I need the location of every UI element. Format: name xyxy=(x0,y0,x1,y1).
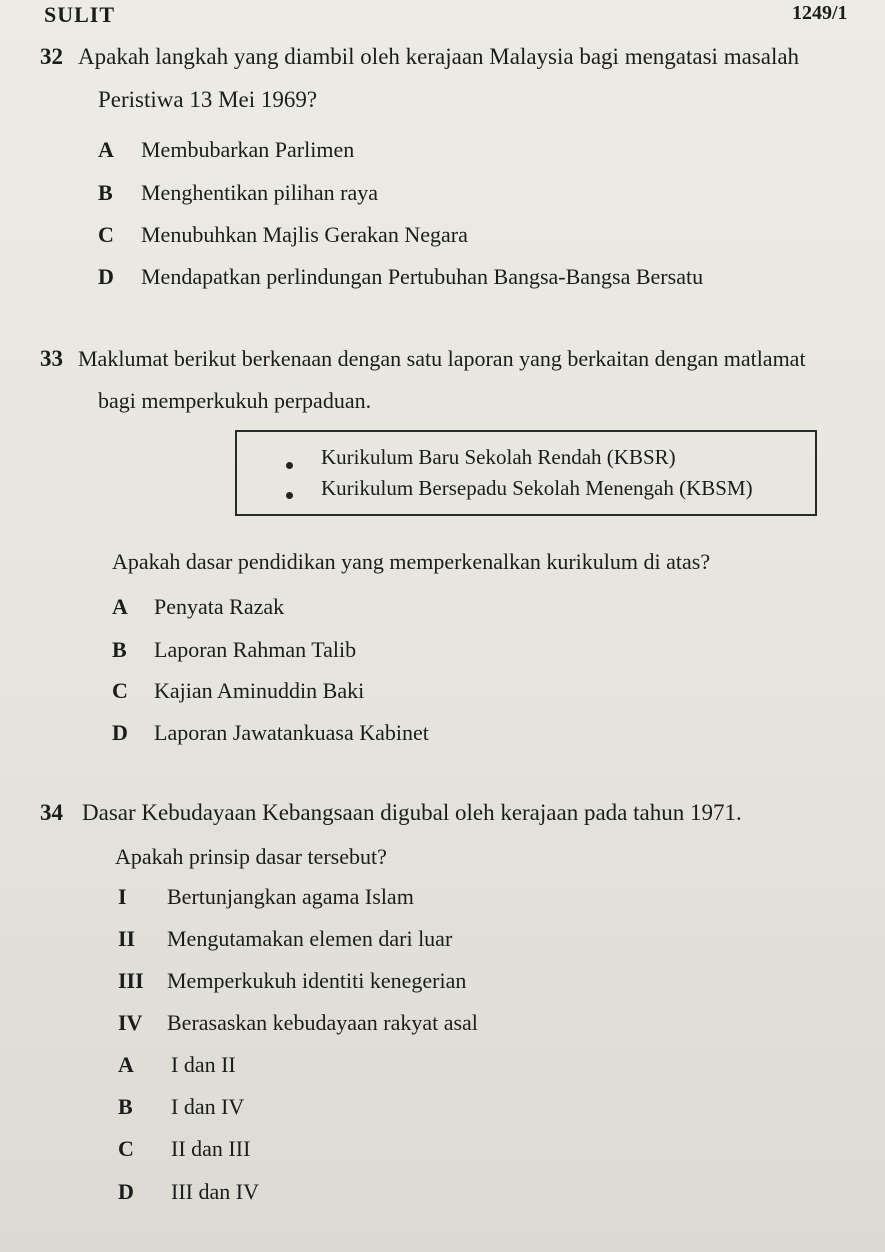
option-letter-d: D xyxy=(112,720,128,745)
bullet-icon xyxy=(286,492,293,499)
question-text-line1: Apakah langkah yang diambil oleh kerajaan Malaysia bagi mengatasi masalah xyxy=(78,44,800,69)
question-text-line2: Apakah prinsip dasar tersebut? xyxy=(115,844,387,869)
question-number: 34 xyxy=(40,800,63,825)
option-text-d: III dan IV xyxy=(171,1179,259,1204)
option-letter-a: A xyxy=(98,137,114,162)
option-text-d: Laporan Jawatankuasa Kabinet xyxy=(154,720,429,745)
option-letter-a: A xyxy=(112,594,128,619)
option-text-c: Kajian Aminuddin Baki xyxy=(154,678,365,703)
bullet-icon xyxy=(286,462,293,469)
option-text-d: Mendapatkan perlindungan Pertubuhan Bangsa-Bangsa Bersatu xyxy=(141,264,704,289)
question-text-line2: Peristiwa 13 Mei 1969? xyxy=(98,87,318,112)
statement-text-1: Bertunjangkan agama Islam xyxy=(167,884,414,909)
header-sulit: SULIT xyxy=(44,2,116,27)
option-letter-c: C xyxy=(118,1136,134,1161)
statement-numeral-3: III xyxy=(118,968,144,993)
statement-text-4: Berasaskan kebudayaan rakyat asal xyxy=(167,1010,478,1035)
info-box-item-1: Kurikulum Baru Sekolah Rendah (KBSR) xyxy=(321,445,676,469)
option-text-a: Penyata Razak xyxy=(154,594,285,619)
option-text-b: Laporan Rahman Talib xyxy=(154,637,357,662)
statement-text-3: Memperkukuh identiti kenegerian xyxy=(167,968,467,993)
option-letter-d: D xyxy=(118,1179,134,1204)
option-text-a: Membubarkan Parlimen xyxy=(141,137,355,162)
option-letter-d: D xyxy=(98,264,114,289)
option-letter-b: B xyxy=(112,637,127,662)
question-number: 33 xyxy=(40,346,63,371)
option-letter-c: C xyxy=(98,222,114,247)
statement-numeral-4: IV xyxy=(118,1010,143,1035)
option-text-c: Menubuhkan Majlis Gerakan Negara xyxy=(141,222,468,247)
question-prompt: Apakah dasar pendidikan yang memperkenalkan kurikulum di atas? xyxy=(112,549,711,574)
info-box xyxy=(235,430,817,516)
statement-numeral-1: I xyxy=(118,884,127,909)
option-letter-c: C xyxy=(112,678,128,703)
option-text-a: I dan II xyxy=(171,1052,236,1077)
option-letter-a: A xyxy=(118,1052,134,1077)
question-text-line1: Dasar Kebudayaan Kebangsaan digubal oleh kerajaan pada tahun 1971. xyxy=(82,800,742,825)
option-text-b: Menghentikan pilihan raya xyxy=(141,180,379,205)
option-text-c: II dan III xyxy=(171,1136,251,1161)
question-text-line1: Maklumat berikut berkenaan dengan satu laporan yang berkaitan dengan matlamat xyxy=(78,346,806,371)
statement-text-2: Mengutamakan elemen dari luar xyxy=(167,926,453,951)
option-text-b: I dan IV xyxy=(171,1094,245,1119)
question-number: 32 xyxy=(40,44,63,69)
header-paper-code: 1249/1 xyxy=(792,2,848,24)
question-text-line2: bagi memperkukuh perpaduan. xyxy=(98,388,372,413)
info-box-item-2: Kurikulum Bersepadu Sekolah Menengah (KBSM) xyxy=(321,476,753,500)
statement-numeral-2: II xyxy=(118,926,136,951)
option-letter-b: B xyxy=(98,180,113,205)
option-letter-b: B xyxy=(118,1094,133,1119)
